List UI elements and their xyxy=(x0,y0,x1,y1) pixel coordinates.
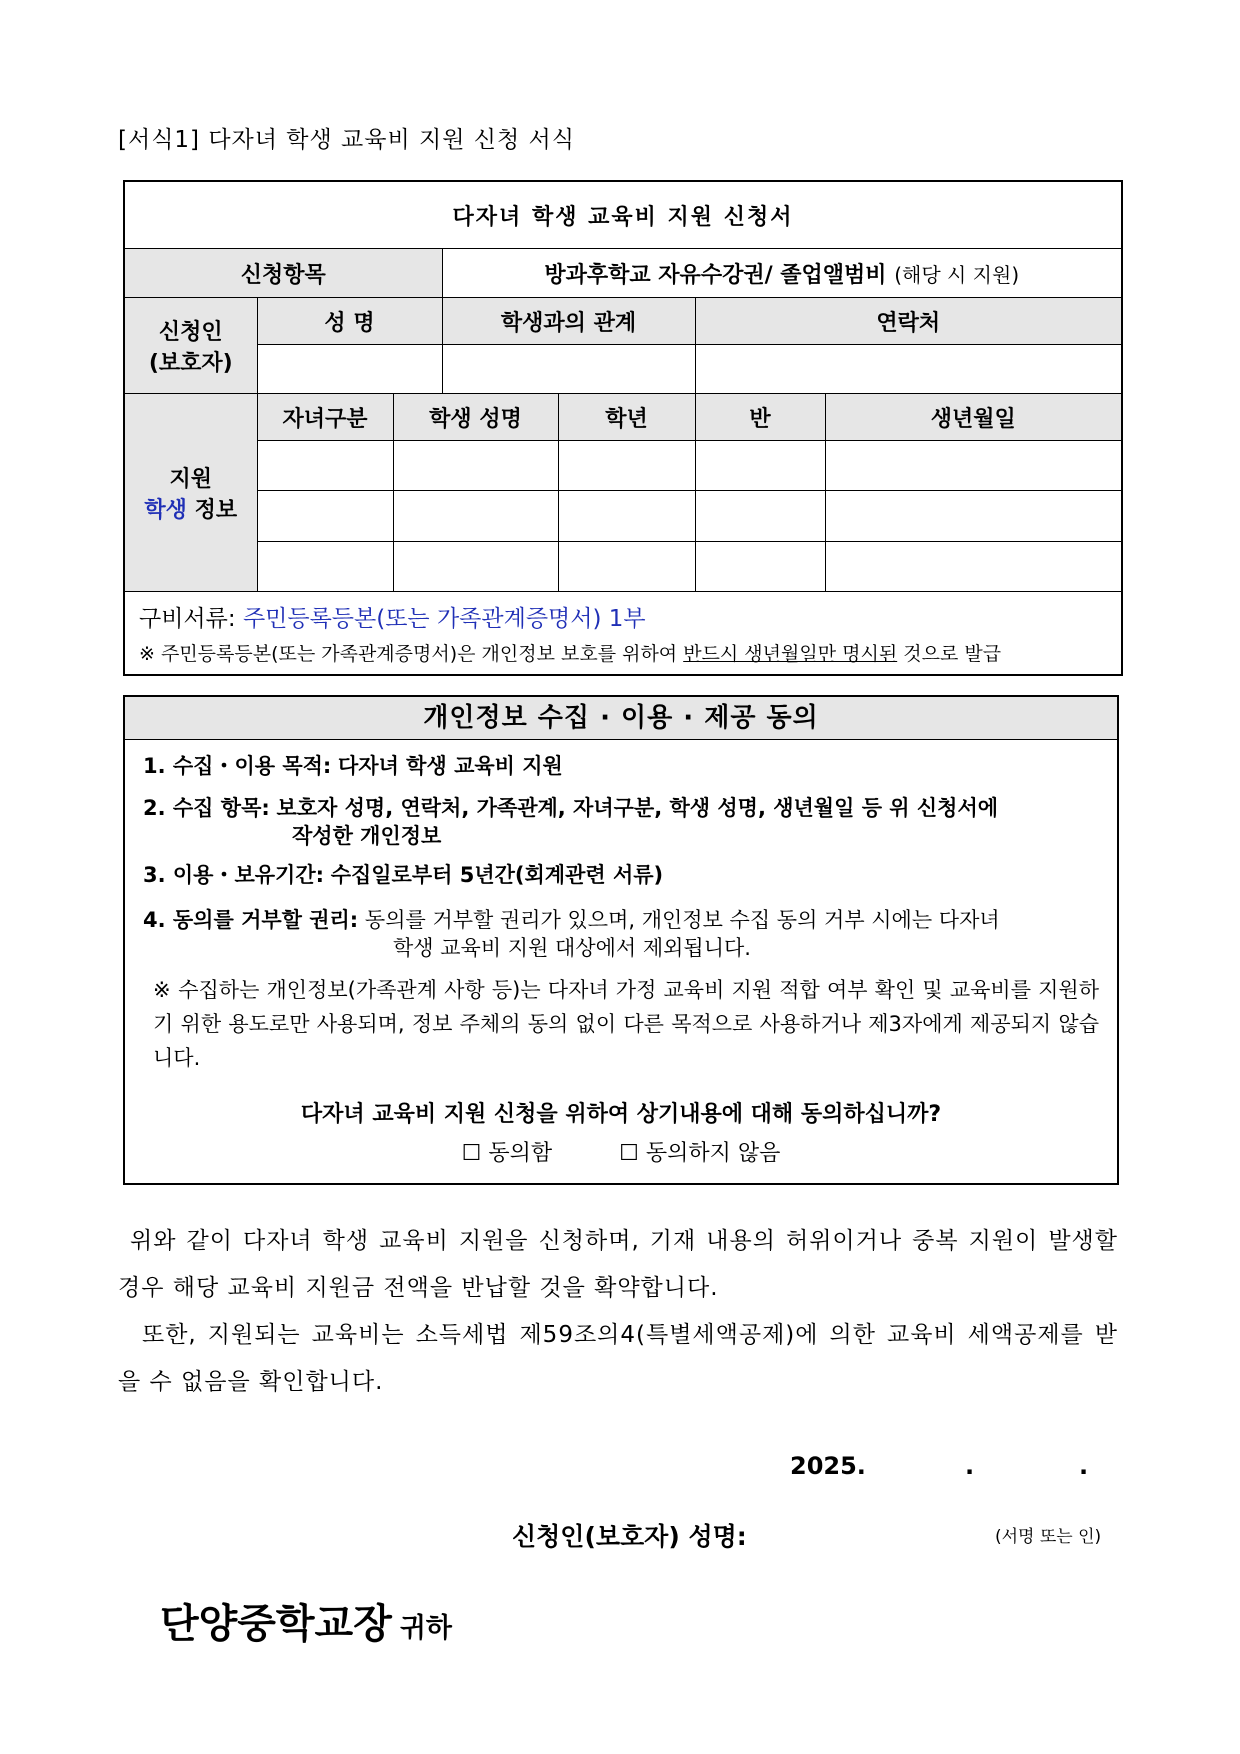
applicant-label-line1: 신청인 xyxy=(158,319,223,345)
student-label-word1: 학생 xyxy=(144,497,187,523)
date-year: 2025. xyxy=(790,1452,866,1480)
header-relation: 학생과의 관계 xyxy=(442,298,695,345)
consent-choices xyxy=(125,1136,1117,1167)
school-suffix: 귀하 xyxy=(399,1613,453,1644)
consent-question: 다자녀 교육비 지원 신청을 위하여 상기내용에 대해 동의하십니까? xyxy=(300,1102,942,1127)
disagree-checkbox[interactable]: ☐ 동의하지 않음 xyxy=(619,1141,781,1166)
item-note: (해당 시 지원) xyxy=(894,262,1020,287)
item1-label: 1. 수집・이용 목적: xyxy=(143,754,332,778)
consent-title: 개인정보 수집 · 이용 · 제공 동의 xyxy=(125,697,1117,740)
docs-note xyxy=(139,639,1107,666)
student-row2-name[interactable] xyxy=(393,491,558,542)
applicant-label-line2: (보호자) xyxy=(148,350,233,376)
header-child-type: 자녀구분 xyxy=(257,394,393,441)
docs-value: 주민등록등본(또는 가족관계증명서) 1부 xyxy=(242,605,646,632)
header-grade: 학년 xyxy=(558,394,695,441)
header-contact: 연락처 xyxy=(695,298,1122,345)
docs-note-suffix: 것으로 발급 xyxy=(903,642,1002,665)
student-row3-class[interactable] xyxy=(695,542,825,592)
item1-value: 다자녀 학생 교육비 지원 xyxy=(338,754,563,778)
student-row2-birthdate[interactable] xyxy=(825,491,1122,542)
docs-note-prefix: ※ 주민등록등본(또는 가족관계증명서)은 개인정보 보호를 위하여 xyxy=(139,642,678,665)
agree-checkbox[interactable]: ☐ 동의함 xyxy=(461,1141,553,1166)
applicant-label xyxy=(124,298,257,394)
item4-label: 4. 동의를 거부할 권리: xyxy=(143,908,359,932)
application-title: 다자녀 학생 교육비 지원 신청서 xyxy=(124,181,1122,249)
docs-note-underline: 반드시 생년월일만 명시된 xyxy=(683,642,898,665)
student-label xyxy=(124,394,257,592)
item3-label: 3. 이용・보유기간: xyxy=(143,863,325,887)
student-label-line1: 지원 xyxy=(169,466,212,492)
student-row3-name[interactable] xyxy=(393,542,558,592)
header-birthdate: 생년월일 xyxy=(825,394,1122,441)
student-row3-child-type[interactable] xyxy=(257,542,393,592)
applicant-signature-label: 신청인(보호자) 성명: xyxy=(512,1522,747,1551)
application-table xyxy=(123,180,1123,676)
item4-value-line2: 학생 교육비 지원 대상에서 제외됩니다. xyxy=(393,936,751,960)
student-row1-class[interactable] xyxy=(695,441,825,491)
header-class: 반 xyxy=(695,394,825,441)
applicant-contact-field[interactable] xyxy=(695,345,1122,394)
form-label: [서식1] 다자녀 학생 교육비 지원 신청 서식 xyxy=(118,127,575,153)
pledge-para-2: 또한, 지원되는 교육비는 소득세법 제59조의4(특별세액공제)에 의한 교육비 세액공제를 받을 수 없음을 확인합니다. xyxy=(118,1322,1118,1395)
student-row2-child-type[interactable] xyxy=(257,491,393,542)
applicant-relation-field[interactable] xyxy=(442,345,695,394)
student-row1-grade[interactable] xyxy=(558,441,695,491)
consent-item-1 xyxy=(143,751,1099,781)
header-student-name: 학생 성명 xyxy=(393,394,558,441)
student-row2-class[interactable] xyxy=(695,491,825,542)
student-row1-child-type[interactable] xyxy=(257,441,393,491)
item2-value-line2: 작성한 개인정보 xyxy=(292,824,442,848)
item3-value: 수집일로부터 5년간(회계관련 서류) xyxy=(330,863,664,887)
item2-value-line1: 보호자 성명, 연락처, 가족관계, 자녀구분, 학생 성명, 생년월일 등 위 신청서에 xyxy=(276,796,999,820)
date-day-dot: . xyxy=(1079,1452,1089,1480)
header-name: 성 명 xyxy=(257,298,442,345)
consent-item-2 xyxy=(143,793,1099,823)
date-month-dot: . xyxy=(965,1452,975,1480)
student-row3-grade[interactable] xyxy=(558,542,695,592)
docs-label: 구비서류: xyxy=(139,605,236,632)
item2-label: 2. 수집 항목: xyxy=(143,796,270,820)
item-value-cell xyxy=(442,249,1122,298)
item4-value-line1: 동의를 거부할 권리가 있으며, 개인정보 수집 동의 거부 시에는 다자녀 xyxy=(364,908,1000,932)
consent-note: ※ 수집하는 개인정보(가족관계 사항 등)는 다자녀 가정 교육비 지원 적합 여부 확인 및 교육비를 지원하기 위한 용도로만 사용되며, 정보 주체의 동의 없이 다른 목적으로 사용하거나 제3자에게 제공되지 않습니다. xyxy=(153,978,1099,1070)
applicant-name-field[interactable] xyxy=(257,345,442,394)
required-docs xyxy=(124,592,1122,675)
student-row3-birthdate[interactable] xyxy=(825,542,1122,592)
consent-item-2-cont xyxy=(292,821,1099,851)
student-label-word2: 정보 xyxy=(194,497,238,523)
student-row2-grade[interactable] xyxy=(558,491,695,542)
recipient xyxy=(160,1592,452,1649)
consent-item-3 xyxy=(143,860,1099,890)
pledge-para-1: 위와 같이 다자녀 학생 교육비 지원을 신청하며, 기재 내용의 허위이거나 중복 지원이 발생할 경우 해당 교육비 지원금 전액을 반납할 것을 확약합니다. xyxy=(118,1228,1118,1301)
consent-item-4 xyxy=(143,905,1099,935)
consent-box xyxy=(123,695,1119,1185)
item-label: 신청항목 xyxy=(124,249,442,298)
item-value: 방과후학교 자유수강권/ 졸업앨범비 xyxy=(544,262,887,288)
seal-note: (서명 또는 인) xyxy=(995,1527,1102,1547)
student-row1-name[interactable] xyxy=(393,441,558,491)
student-row1-birthdate[interactable] xyxy=(825,441,1122,491)
consent-item-4-cont xyxy=(393,933,1099,963)
school-name: 단양중학교장 xyxy=(160,1601,392,1647)
